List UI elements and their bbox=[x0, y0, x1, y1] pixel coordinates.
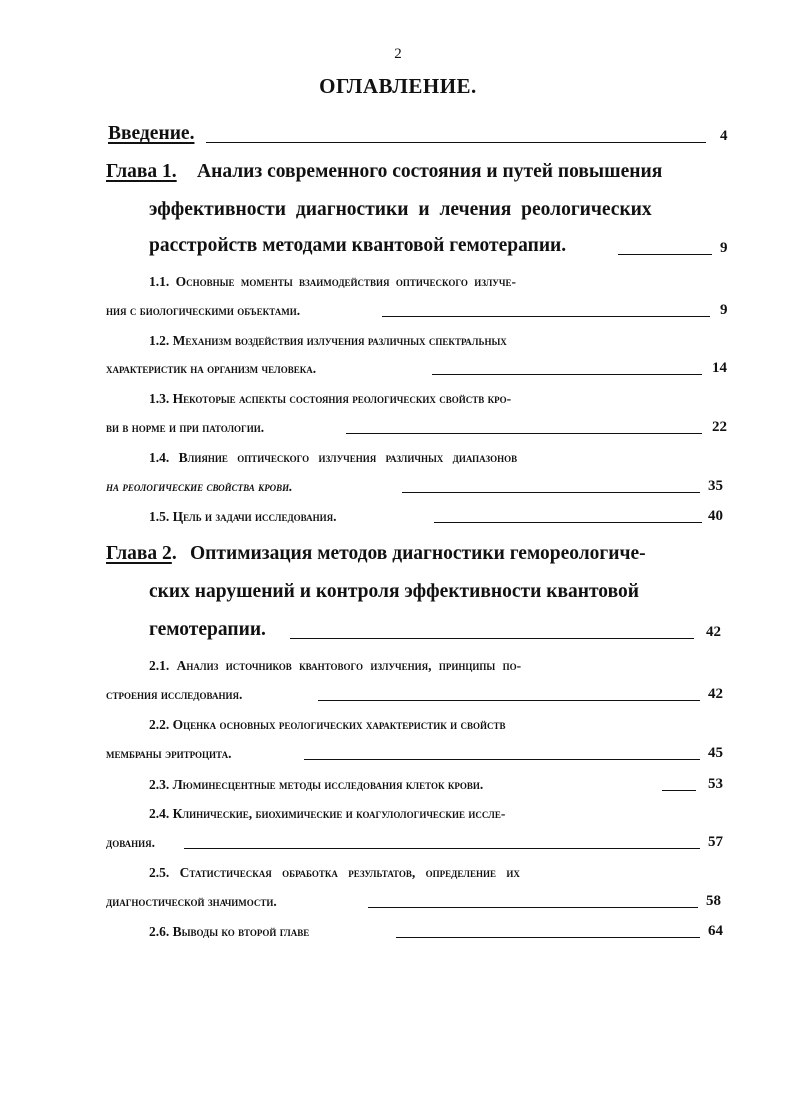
toc-section-1-2-cont bbox=[0, 350, 796, 380]
section-text: диагностической значимости. bbox=[106, 894, 277, 909]
section-page: 58 bbox=[706, 893, 721, 909]
leader-line bbox=[346, 433, 702, 434]
toc-section-2-2[interactable] bbox=[0, 706, 796, 736]
section-page: 42 bbox=[708, 686, 723, 702]
leader-line bbox=[662, 790, 696, 791]
toc-section-1-3[interactable] bbox=[0, 380, 796, 410]
toc-section-1-1[interactable] bbox=[0, 263, 796, 293]
chapter-2-prefix-dot: . bbox=[171, 543, 177, 564]
toc-section-2-3[interactable] bbox=[0, 766, 796, 796]
section-text: 1.2. Механизм воздействия излучения различных спектральных bbox=[149, 333, 507, 348]
chapter-2-prefix: Глава 2 bbox=[106, 543, 172, 564]
toc-section-1-2[interactable] bbox=[0, 322, 796, 352]
section-text: ния с биологическими объектами. bbox=[106, 303, 301, 318]
leader-line bbox=[382, 316, 710, 317]
toc-section-2-4[interactable] bbox=[0, 795, 796, 825]
toc-section-2-1-cont bbox=[0, 676, 796, 706]
chapter-1-title-line: эффективности диагностики и лечения реологических bbox=[149, 199, 652, 220]
section-text: 2.6. Выводы ко второй главе bbox=[149, 924, 310, 939]
page-title: ОГЛАВЛЕНИЕ. bbox=[319, 74, 477, 98]
toc-chapter-2-line-2 bbox=[0, 576, 796, 606]
section-text: мембраны эритроцита. bbox=[106, 746, 232, 761]
toc-chapter-1-line-1[interactable] bbox=[0, 156, 796, 186]
toc-chapter-1-line-2 bbox=[0, 194, 796, 224]
section-text: 2.3. Люминесцентные методы исследования клеток крови. bbox=[149, 777, 484, 792]
chapter-1-title-line: Анализ современного состояния и путей повышения bbox=[197, 161, 663, 182]
toc-section-1-4-cont bbox=[0, 468, 796, 498]
chapter-1-prefix: Глава 1. bbox=[106, 161, 177, 182]
leader-line bbox=[318, 700, 700, 701]
toc-chapter-2-line-1[interactable] bbox=[0, 538, 796, 568]
toc-section-1-5[interactable] bbox=[0, 498, 796, 528]
chapter-2-title-line: Оптимизация методов диагностики гемореологиче- bbox=[190, 543, 646, 564]
section-page: 53 bbox=[708, 776, 723, 792]
section-text: характеристик на организм человека. bbox=[106, 361, 317, 376]
toc-section-2-2-cont bbox=[0, 735, 796, 765]
section-text: 1.4. Влияние оптического излучения различных диапазонов bbox=[149, 450, 518, 465]
section-text: 2.4. Клинические, биохимические и коагулологические иссле- bbox=[149, 806, 506, 821]
chapter-2-title-line: ских нарушений и контроля эффективности квантовой bbox=[149, 581, 639, 602]
chapter-2-page: 42 bbox=[706, 624, 721, 640]
leader-line bbox=[396, 937, 700, 938]
section-page: 35 bbox=[708, 478, 723, 494]
section-text: 2.2. Оценка основных реологических характеристик и свойств bbox=[149, 717, 506, 732]
toc-section-2-5[interactable] bbox=[0, 854, 796, 884]
leader-line bbox=[290, 638, 694, 639]
section-text: 1.5. Цель и задачи исследования. bbox=[149, 509, 337, 524]
chapter-2-title-line: гемотерапии. bbox=[149, 619, 266, 640]
leader-line bbox=[434, 522, 702, 523]
leader-line bbox=[184, 848, 700, 849]
section-text: ви в норме и при патологии. bbox=[106, 420, 265, 435]
section-page: 9 bbox=[720, 302, 728, 318]
toc-section-2-6[interactable] bbox=[0, 913, 796, 943]
leader-line bbox=[618, 254, 712, 255]
leader-line bbox=[432, 374, 702, 375]
section-text: 1.3. Некоторые аспекты состояния реологических свойств кро- bbox=[149, 391, 512, 406]
toc-entry-intro[interactable] bbox=[0, 118, 796, 148]
section-text: 1.1. Основные моменты взаимодействия оптического излуче- bbox=[149, 274, 516, 289]
section-text: 2.1. Анализ источников квантового излучения, принципы по- bbox=[149, 658, 522, 673]
toc-section-1-3-cont bbox=[0, 409, 796, 439]
section-page: 14 bbox=[712, 360, 727, 376]
toc-chapter-2-line-3 bbox=[0, 614, 796, 644]
section-text: дования. bbox=[106, 835, 156, 850]
toc-section-2-1[interactable] bbox=[0, 647, 796, 677]
leader-line bbox=[368, 907, 698, 908]
section-page: 45 bbox=[708, 745, 723, 761]
section-text: на реологические свойства крови. bbox=[106, 479, 293, 494]
leader-line bbox=[206, 142, 706, 143]
toc-section-1-4[interactable] bbox=[0, 439, 796, 469]
toc-section-1-1-cont bbox=[0, 292, 796, 322]
chapter-1-page: 9 bbox=[720, 240, 728, 256]
section-page: 64 bbox=[708, 923, 723, 939]
toc-section-2-5-cont bbox=[0, 883, 796, 913]
toc-chapter-1-line-3 bbox=[0, 230, 796, 260]
section-page: 40 bbox=[708, 508, 723, 524]
section-text: строения исследования. bbox=[106, 687, 243, 702]
page-number: 2 bbox=[394, 46, 402, 62]
section-text: 2.5. Статистическая обработка результатов, определение их bbox=[149, 865, 520, 880]
section-page: 57 bbox=[708, 834, 723, 850]
chapter-2-prefix-wrap bbox=[106, 543, 177, 565]
toc-intro-label: Введение. bbox=[108, 123, 195, 144]
leader-line bbox=[402, 492, 700, 493]
toc-intro-page: 4 bbox=[720, 128, 728, 144]
chapter-1-title-line: расстройств методами квантовой гемотерапии. bbox=[149, 235, 567, 256]
leader-line bbox=[304, 759, 700, 760]
toc-section-2-4-cont bbox=[0, 824, 796, 854]
section-page: 22 bbox=[712, 419, 727, 435]
